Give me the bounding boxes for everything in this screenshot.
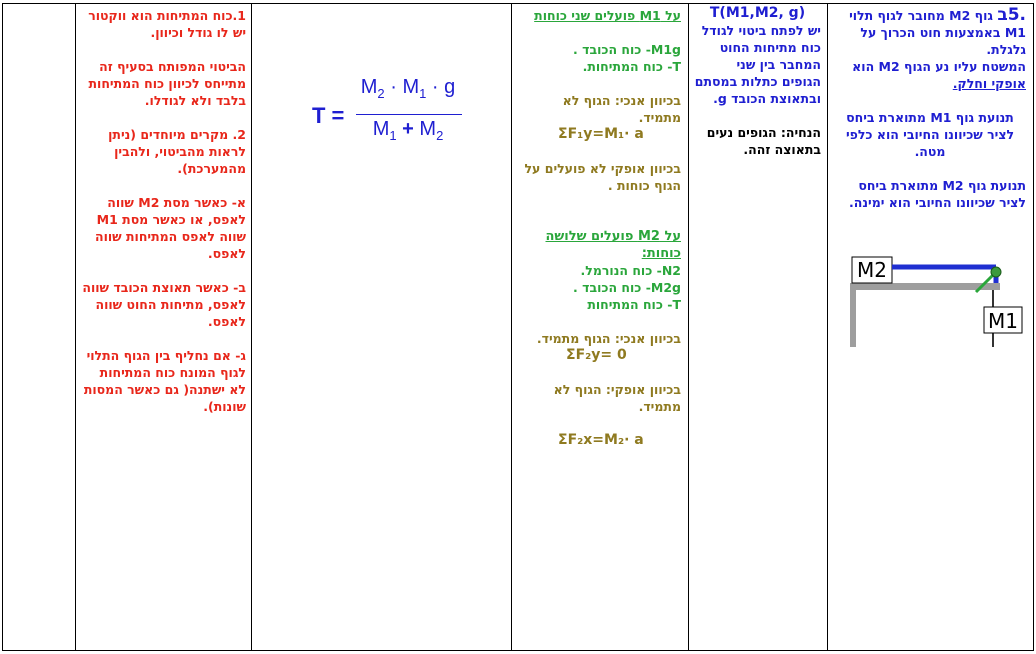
block-m1-label: M1 bbox=[988, 309, 1018, 333]
note-2: הביטוי המפותח בסעיף זה מתייחס לכיוון כוח המתיחות בלבד ולא לגודלו. bbox=[88, 59, 246, 108]
task-text: יש לפתח ביטוי לגודל כוח מתיחות החוט המחבר בין שני הגופים כתלות במסתם ובתאוצת הכובד g. bbox=[694, 23, 821, 106]
column-divider bbox=[251, 3, 252, 651]
note-3: 2. מקרים מיוחדים (ניתן לראות מהביטוי, ולהבין מהמערכת). bbox=[108, 127, 246, 176]
column-divider bbox=[75, 3, 76, 651]
m2-vertical: בכיוון אנכי: הגוף מתמיד. bbox=[536, 331, 681, 346]
m2-force-gravity: M2g- כוח הכובד . bbox=[573, 280, 681, 295]
m2-horizontal: בכיוון אופקי: הגוף לא מתמיד. bbox=[553, 382, 681, 414]
problem-line4: תנועת גוף M2 מתוארת ביחס לציר שכיוונו החיובי הוא ימינה. bbox=[849, 178, 1026, 210]
block-m2-label: M2 bbox=[857, 258, 887, 282]
formula-denominator: $M_1 + M_2$ bbox=[372, 118, 444, 143]
tension-formula bbox=[312, 76, 462, 156]
notes-cell bbox=[82, 7, 246, 415]
problem-cell bbox=[834, 7, 1026, 211]
pulley-figure bbox=[848, 247, 1024, 347]
m1-forces-title: על M1 פועלים שני כוחות bbox=[534, 8, 681, 23]
problem-line1: .5ב גוף M2 מחובר לגוף תלוי M1 באמצעות חוט הכרוך על גלגלת. bbox=[849, 5, 1026, 57]
m2-equation-y: ΣF₂y= 0 bbox=[566, 347, 627, 363]
m2-force-normal: N2- כוח הנורמל. bbox=[580, 263, 681, 278]
m1-force-gravity: M1g- כוח הכובד . bbox=[573, 42, 681, 57]
m2-equation-x: ΣF₂x=M₂· a bbox=[558, 432, 644, 448]
formula-lhs: T = bbox=[312, 103, 345, 128]
formula-numerator: $M_2 \cdot M_1 \cdot g$ bbox=[360, 76, 456, 101]
column-divider bbox=[827, 3, 828, 651]
m2-forces-title: על M2 פועלים שלושה כוחות: bbox=[545, 229, 681, 261]
m1-equation: ΣF₁y=M₁· a bbox=[558, 126, 644, 142]
pulley-icon bbox=[991, 267, 1001, 277]
forces-cell bbox=[518, 7, 681, 449]
note-5: ב- כאשר תאוצת הכובד שווה לאפס, מתיחות החוט שווה לאפס. bbox=[82, 280, 246, 329]
m1-vertical: בכיוון אנכי: הגוף לא מתמיד. bbox=[562, 93, 681, 125]
column-divider bbox=[511, 3, 512, 651]
m2-force-tension: T- כוח המתיחות bbox=[587, 297, 681, 312]
task-cell bbox=[694, 5, 821, 158]
task-hint: הנחיה: הגופים נעים בתאוצה זהה. bbox=[706, 125, 821, 157]
problem-line3: תנועת גוף M1 מתוארת ביחס לציר שכיוונו החיובי הוא כלפי מטה. bbox=[845, 110, 1015, 159]
task-heading: T(M1,M2, g) bbox=[709, 5, 806, 21]
note-6: ג- אם נחליף בין הגוף התלוי לגוף המונח כוח המתיחות לא ישתנה( גם כאשר המסות שונות). bbox=[83, 348, 246, 414]
m1-horizontal: בכיוון אופקי לא פועלים על הגוף כוחות . bbox=[524, 161, 681, 193]
problem-line2: המשטח עליו נע הגוף M2 הוא אופקי וחלק. bbox=[852, 59, 1026, 91]
note-4: א- כאשר מסת M2 שווה לאפס, או כאשר מסת M1 שווה לאפס המתיחות שווה לאפס. bbox=[94, 195, 246, 261]
fraction-bar bbox=[356, 114, 462, 115]
note-1: 1.כוח המתיחות הוא ווקטור יש לו גודל וכיוון. bbox=[88, 8, 246, 40]
m1-force-tension: T- כוח המתיחות. bbox=[582, 59, 681, 74]
column-divider bbox=[688, 3, 689, 651]
